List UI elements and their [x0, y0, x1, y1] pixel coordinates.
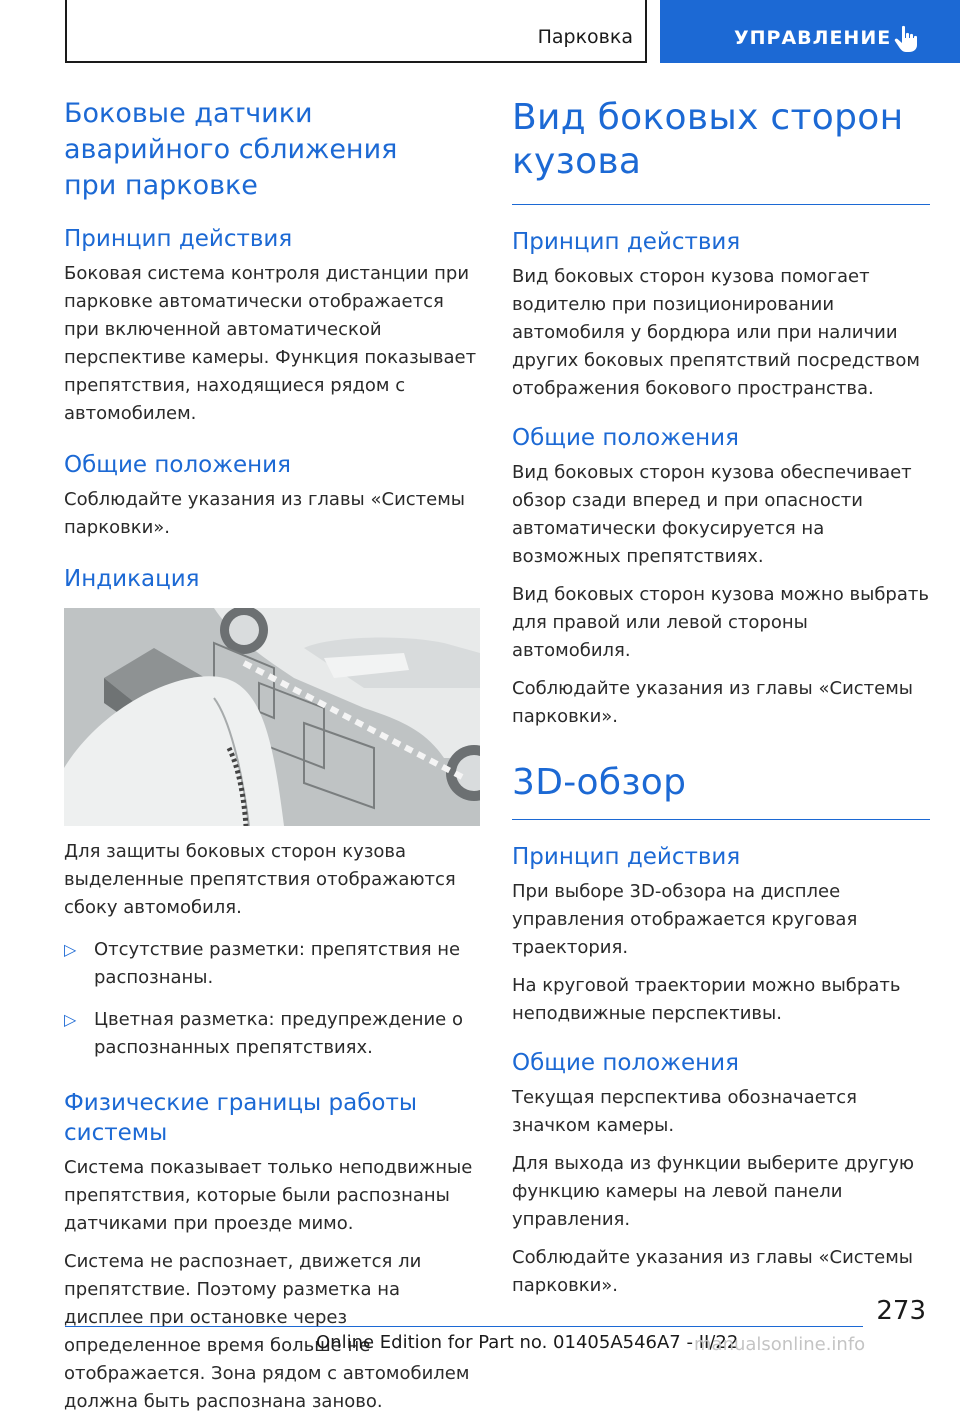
paragraph-principle: Боковая система контроля дистанции при парковке автоматически отображается при включенной автоматической перспективе камеры. Функция показывает препятствия, находящиеся рядом с автомобилем. [64, 263, 477, 424]
triangle-bullet-icon: ▷ [64, 940, 77, 959]
bullet-item [64, 1006, 482, 1062]
heading-principle: Принцип действия [512, 229, 741, 255]
heading-general: Общие положения [512, 425, 739, 451]
heading-general: Общие положения [64, 452, 291, 478]
section-divider [512, 204, 930, 205]
paragraph-limits-2: Система не распознает, движется ли препятствие. Поэтому разметка на дисплее при остановке через определенное время больше не отображается. Зона рядом с автомобилем должна быть распознана заново. [64, 1251, 470, 1412]
chapter-tab [660, 0, 960, 63]
section-title-side-sensors: Боковые датчики аварийного сближения при парковке [64, 98, 398, 201]
paragraph-3d-general-1: Текущая перспектива обозначается значком камеры. [512, 1087, 857, 1136]
paragraph-limits-1: Система показывает только неподвижные препятствия, которые были распознаны датчиками при проезде мимо. [64, 1157, 473, 1234]
edition-note: Online Edition for Part no. 01405A546A7 - II/22 [316, 1332, 739, 1353]
hand-pointer-icon [894, 25, 920, 53]
paragraph-general-1: Вид боковых сторон кузова обеспечивает обзор сзади вперед и при опасности автоматически фокусируется на возможных препятствиях. [512, 462, 912, 567]
section-divider [512, 819, 930, 820]
heading-display: Индикация [64, 566, 200, 592]
section-title-3d-view: 3D-обзор [512, 762, 687, 803]
chapter-tab-label: УПРАВЛЕНИЕ [734, 27, 892, 49]
paragraph-3d-2: На круговой траектории можно выбрать неподвижные перспективы. [512, 975, 901, 1024]
header-box [65, 0, 647, 63]
paragraph-display: Для защиты боковых сторон кузова выделенные препятствия отображаются сбоку автомобиля. [64, 841, 456, 918]
footer-divider [65, 1326, 863, 1327]
paragraph-general: Соблюдайте указания из главы «Системы парковки». [64, 489, 466, 538]
section-title-side-view: Вид боковых сторон кузова [512, 97, 904, 182]
heading-limits: Физические границы работы системы [64, 1090, 418, 1146]
triangle-bullet-icon: ▷ [64, 1010, 77, 1029]
parking-sensor-illustration [64, 608, 480, 826]
heading-3d-general: Общие положения [512, 1050, 739, 1076]
paragraph-principle: Вид боковых сторон кузова помогает водителю при позиционировании автомобиля у бордюра или при наличии других боковых препятствий посредством отображения бокового пространства. [512, 266, 920, 399]
right-column [512, 96, 930, 1300]
paragraph-3d-general-2: Для выхода из функции выберите другую функцию камеры на левой панели управления. [512, 1153, 915, 1230]
bullet-text: Цветная разметка: предупреждение о распознанных препятствиях. [94, 1009, 463, 1058]
bullet-text: Отсутствие разметки: препятствия не распознаны. [94, 939, 461, 988]
heading-principle: Принцип действия [64, 226, 293, 252]
heading-3d-principle: Принцип действия [512, 844, 741, 870]
page-number: 273 [876, 1296, 926, 1326]
paragraph-3d-general-3: Соблюдайте указания из главы «Системы парковки». [512, 1247, 914, 1296]
watermark: manualsonline.info [694, 1334, 866, 1355]
bullet-item [64, 936, 482, 992]
left-column [64, 96, 482, 1416]
header-section-title: Парковка [537, 26, 633, 48]
paragraph-general-3: Соблюдайте указания из главы «Системы парковки». [512, 678, 914, 727]
paragraph-general-2: Вид боковых сторон кузова можно выбрать для правой или левой стороны автомобиля. [512, 584, 929, 661]
paragraph-3d-1: При выборе 3D-обзора на дисплее управления отображается круговая траектория. [512, 881, 858, 958]
